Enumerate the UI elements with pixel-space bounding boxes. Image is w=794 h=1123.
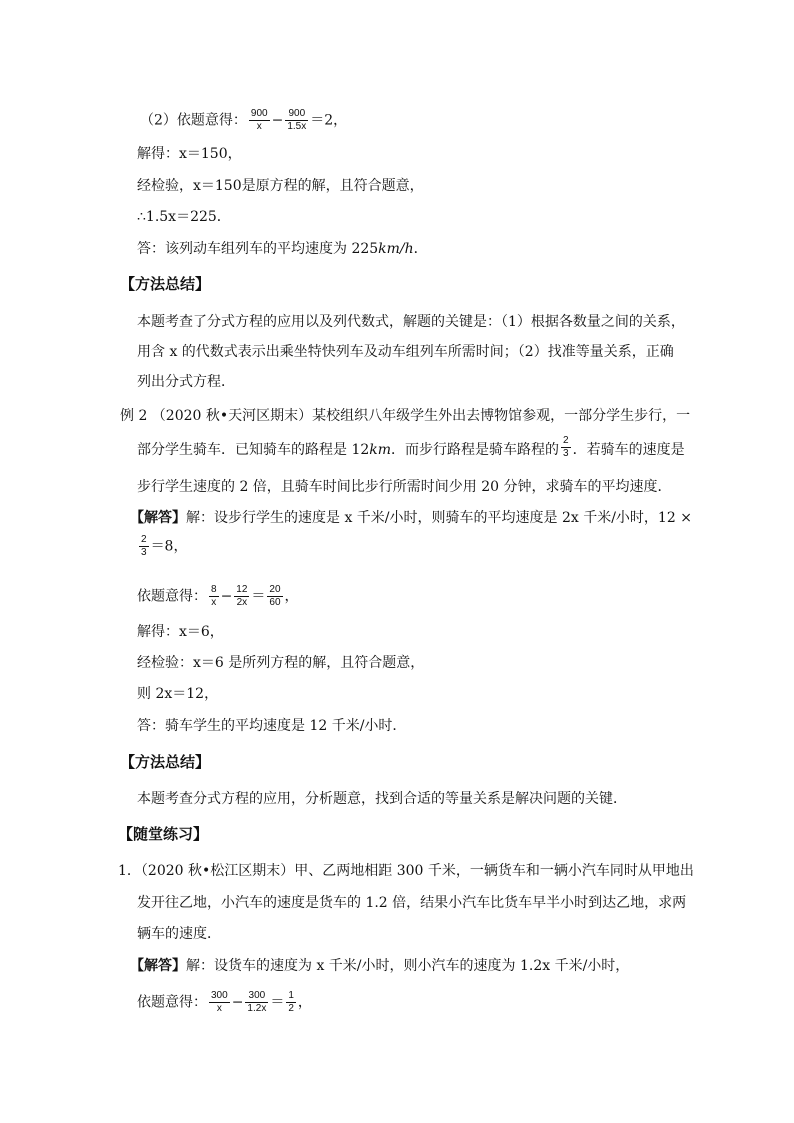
solution-tag: 【解答】 <box>130 510 186 526</box>
summary-line: 列出分式方程． <box>137 374 235 390</box>
ex1-eq-intro: （2）依题意得： <box>140 112 247 129</box>
fraction: $\frac{900}{x}$ <box>250 108 268 132</box>
ex2-equation: 依题意得： $\frac{8}{x}$ − $\frac{12}{2x}$ ＝ $\frac{20}{60}$ ， <box>137 584 299 608</box>
ex2-problem-line: 部分学生骑车．已知骑车的路程是 12km．而步行路程是骑车路程的 $\frac{2}{3}$ ．若骑车的速度是 <box>137 434 685 459</box>
ex2-solution-line: $\frac{2}{3}$ ＝8， <box>141 534 188 558</box>
ex2-problem-line: 例 2 （2020 秋•天河区期末）某校组织八年级学生外出去博物馆参观，一部分学生步行，一 <box>120 408 691 424</box>
fraction: $\frac{1}{2}$ <box>288 990 294 1014</box>
ex2-solve: 解得：x＝6， <box>137 624 224 640</box>
ex1-solve: 解得：x＝150， <box>137 146 242 162</box>
summary-line: 用含 x 的代数式表示出乘坐特快列车及动车组列车所需时间；（2）找准等量关系，正确 <box>137 344 674 360</box>
practice-equation: 依题意得： $\frac{300}{x}$ − $\frac{300}{1.2x}$ ＝ $\frac{1}{2}$ ， <box>137 990 312 1014</box>
practice-heading: 【随堂练习】 <box>118 825 209 843</box>
practice-problem-line: 发开往乙地，小汽车的速度是货车的 1.2 倍，结果小汽车比货车早半小时到达乙地，求两 <box>137 895 687 911</box>
fraction: $\frac{8}{x}$ <box>211 584 217 608</box>
fraction: $\frac{900}{1.5x}$ <box>287 108 307 132</box>
fraction: $\frac{12}{2x}$ <box>236 584 248 608</box>
summary-heading: 【方法总结】 <box>120 753 211 771</box>
summary-line: 本题考查了分式方程的应用以及列代数式，解题的关键是：（1）根据各数量之间的关系， <box>137 314 685 330</box>
fraction: $\frac{300}{x}$ <box>211 990 228 1014</box>
fraction: $\frac{20}{60}$ <box>269 584 281 608</box>
ex2-problem-line: 步行学生速度的 2 倍，且骑车时间比步行所需时间少用 20 分钟，求骑车的平均速度． <box>137 479 672 495</box>
fraction: $\frac{2}{3}$ <box>141 534 147 558</box>
ex1-equation: （2）依题意得： $\frac{900}{x}$ − $\frac{900}{1.5x}$ ＝2， <box>140 108 348 132</box>
practice-problem-line: 1．（2020 秋•松江区期末）甲、乙两地相距 300 千米，一辆货车和一辆小汽车同时从甲地出 <box>118 863 694 879</box>
ex2-solution-line: 【解答】解：设步行学生的速度是 x 千米/小时，则骑车的平均速度是 2x 千米/小时，12 × <box>130 510 692 526</box>
ex2-check: 经检验：x＝6 是所列方程的解，且符合题意， <box>137 655 425 671</box>
ex2-answer: 答：骑车学生的平均速度是 12 千米/小时． <box>137 718 407 734</box>
ex1-answer: 答：该列动车组列车的平均速度为 225km/h． <box>137 241 428 257</box>
practice-solution-line: 【解答】解：设货车的速度为 x 千米/小时，则小汽车的速度为 1.2x 千米/小时， <box>130 958 630 974</box>
fraction: $\frac{2}{3}$ <box>563 434 569 459</box>
fraction: $\frac{300}{1.2x}$ <box>247 990 267 1014</box>
solution-tag: 【解答】 <box>130 958 186 974</box>
ex2-then: 则 2x＝12， <box>137 686 219 702</box>
summary-heading: 【方法总结】 <box>120 275 211 293</box>
practice-problem-line: 辆车的速度． <box>137 926 221 942</box>
ex1-therefore: ∴1.5x＝225． <box>137 209 231 225</box>
summary-line: 本题考查分式方程的应用，分析题意，找到合适的等量关系是解决问题的关键． <box>137 791 627 807</box>
ex1-check: 经检验，x＝150是原方程的解，且符合题意， <box>137 178 424 194</box>
